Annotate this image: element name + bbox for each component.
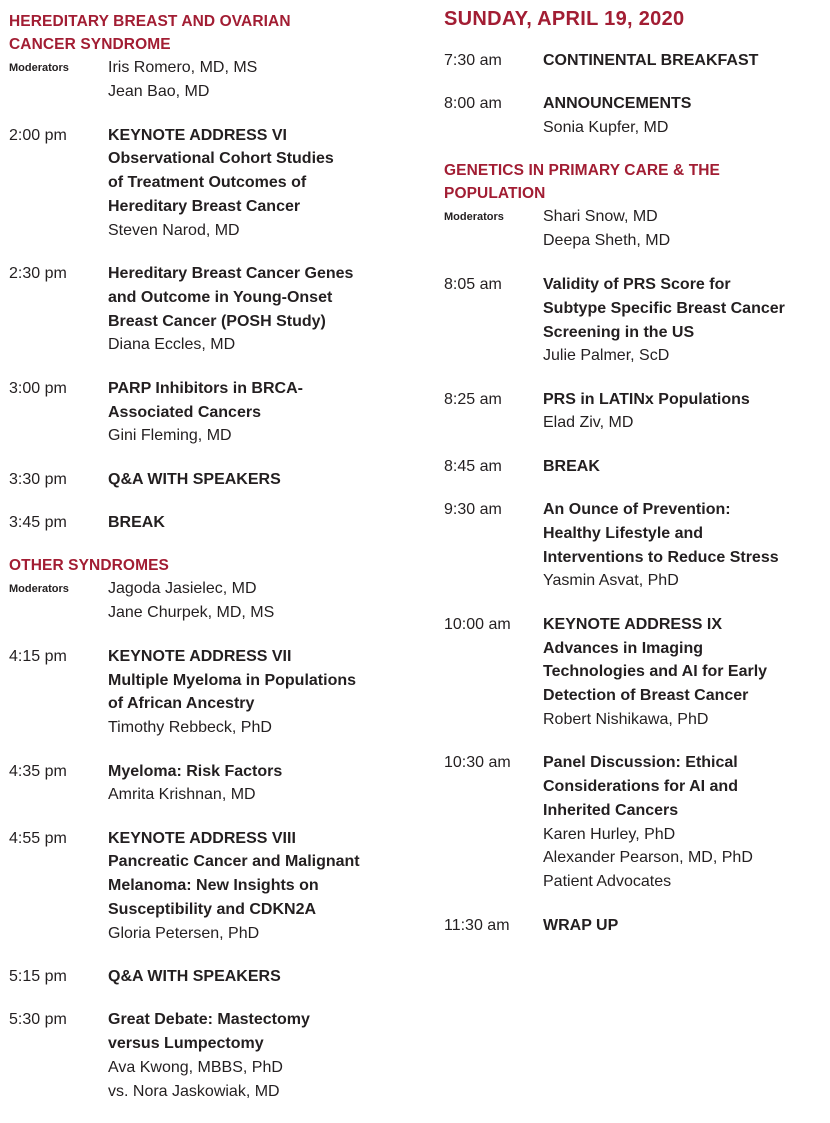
session-title-line: PRS in LATINx Populations [543,390,750,408]
session-body [108,262,419,357]
session-body [543,49,828,73]
moderators-list [108,56,257,104]
moderators-list [108,577,274,625]
session-title-line: Detection of Breast Cancer [543,687,749,705]
session-time: 4:55 pm [9,829,67,847]
section-heading-line: GENETICS IN PRIMARY CARE & THE [444,162,720,180]
session-time: 8:45 am [444,457,502,475]
session-title-line: Subtype Specific Breast Cancer [543,299,785,317]
session-body [108,827,419,946]
session-title-line: KEYNOTE ADDRESS VIII [108,829,296,847]
session-time: 3:00 pm [9,379,67,397]
session-time: 8:25 am [444,390,502,408]
speaker-name: Gini Fleming, MD [108,427,232,445]
speaker-name: Elad Ziv, MD [543,414,634,432]
moderators-row [444,205,828,253]
speaker-name: Julie Palmer, ScD [543,347,670,365]
session-time: 4:15 pm [9,647,67,665]
session-body [543,455,828,479]
session-body [543,914,828,938]
session-time: 8:05 am [444,275,502,293]
session-block [9,10,419,535]
session-title-line: Inherited Cancers [543,801,679,819]
agenda-item [9,124,419,243]
moderator-name: Deepa Sheth, MD [543,232,671,250]
section-heading [444,159,828,205]
speaker-name: Alexander Pearson, MD, PhD [543,849,753,867]
session-title-line: Q&A WITH SPEAKERS [108,968,281,986]
agenda-item [444,273,828,368]
day-heading: SUNDAY, APRIL 19, 2020 [444,8,685,30]
speaker-name: Robert Nishikawa, PhD [543,710,709,728]
speaker-name: Patient Advocates [543,873,672,891]
session-title-line: BREAK [108,513,165,531]
speaker-name: Sonia Kupfer, MD [543,119,669,137]
session-time: 3:45 pm [9,513,67,531]
session-title-line: and Outcome in Young-Onset [108,288,333,306]
session-body [108,1008,419,1103]
session-body [108,645,419,740]
session-title-line: versus Lumpectomy [108,1035,264,1053]
agenda-item [9,645,419,740]
session-title-line: Technologies and AI for Early [543,663,768,681]
session-title-line: Associated Cancers [108,403,261,421]
session-title-line: Susceptibility and CDKN2A [108,901,317,919]
session-body [543,92,828,140]
left-column [9,6,419,1123]
section-heading [9,10,419,56]
agenda-item [444,914,828,938]
agenda-item [444,49,828,73]
session-time: 4:35 pm [9,762,67,780]
session-time: 8:00 am [444,95,502,113]
session-title-line: Q&A WITH SPEAKERS [108,470,281,488]
moderators-label: Moderators [9,62,69,74]
section-heading [9,554,419,577]
agenda-item [444,455,828,479]
session-title-line: Advances in Imaging [543,639,704,657]
session-title-line: Screening in the US [543,323,695,341]
session-body [108,377,419,448]
session-time: 2:00 pm [9,126,67,144]
moderator-name: Shari Snow, MD [543,208,658,226]
session-body [108,760,419,808]
session-title-line: of Treatment Outcomes of [108,174,307,192]
session-body [543,388,828,436]
moderator-name: Iris Romero, MD, MS [108,59,258,76]
moderators-label: Moderators [9,583,69,596]
session-time: 9:30 am [444,501,502,519]
session-time: 3:30 pm [9,470,67,488]
session-title-line: Great Debate: Mastectomy [108,1011,310,1029]
session-title-line: CONTINENTAL BREAKFAST [543,52,759,69]
speaker-name: Karen Hurley, PhD [543,825,676,843]
session-title-line: Healthy Lifestyle and [543,524,704,542]
right-column [444,6,828,957]
session-block [9,554,419,1103]
session-title-line: Myeloma: Risk Factors [108,762,283,780]
session-body [108,511,419,535]
session-title-line: Hereditary Breast Cancer [108,197,301,215]
agenda-item [444,498,828,593]
session-title-line: PARP Inhibitors in BRCA- [108,379,303,397]
agenda-item [444,751,828,894]
speaker-name: vs. Nora Jaskowiak, MD [108,1082,280,1100]
agenda-item [444,388,828,436]
speaker-name: Diana Eccles, MD [108,336,236,354]
session-body [543,498,828,593]
session-title-line: Pancreatic Cancer and Malignant [108,853,360,871]
session-body [108,965,419,989]
agenda-item [9,468,419,492]
session-body [108,468,419,492]
session-title-line: Hereditary Breast Cancer Genes [108,265,354,283]
session-title-line: BREAK [543,457,600,475]
session-body [108,124,419,243]
session-time: 11:30 am [444,916,510,934]
agenda-item [9,377,419,448]
session-time: 5:15 pm [9,968,67,986]
moderator-name: Jean Bao, MD [108,82,210,100]
moderator-name: Jagoda Jasielec, MD [108,580,257,598]
session-title-line: Multiple Myeloma in Populations [108,671,357,689]
moderators-row [9,56,419,104]
session-title-line: Observational Cohort Studies [108,150,334,168]
session-time: 2:30 pm [9,265,67,283]
speaker-name: Gloria Petersen, PhD [108,924,260,942]
section-heading-line: CANCER SYNDROME [9,36,171,53]
session-time: 7:30 am [444,52,502,69]
speaker-name: Steven Narod, MD [108,221,240,239]
session-body [543,613,828,732]
session-time: 10:30 am [444,754,511,772]
speaker-name: Ava Kwong, MBBS, PhD [108,1059,283,1076]
session-block [444,159,828,937]
moderators-list [543,205,670,253]
session-title-line: An Ounce of Prevention: [543,501,731,519]
session-title-line: Validity of PRS Score for [543,275,731,293]
agenda-item [9,827,419,946]
agenda-item [9,511,419,535]
agenda-item [444,92,828,140]
session-title-line: ANNOUNCEMENTS [543,95,692,113]
moderator-name: Jane Churpek, MD, MS [108,604,275,622]
session-title-line: Considerations for AI and [543,778,738,796]
agenda-item [9,1008,419,1103]
session-body [543,751,828,894]
session-title-line: KEYNOTE ADDRESS VII [108,647,292,665]
session-title-line: Panel Discussion: Ethical [543,754,738,772]
session-title-line: Melanoma: New Insights on [108,877,319,895]
session-time: 5:30 pm [9,1011,67,1029]
session-title-line: WRAP UP [543,916,619,934]
session-title-line: KEYNOTE ADDRESS IX [543,615,722,633]
session-title-line: of African Ancestry [108,695,255,713]
speaker-name: Yasmin Asvat, PhD [543,572,679,590]
session-body [543,273,828,368]
moderators-label: Moderators [444,211,504,224]
session-title-line: KEYNOTE ADDRESS VI [108,126,287,144]
moderators-row [9,577,419,625]
speaker-name: Timothy Rebbeck, PhD [108,719,272,737]
agenda-item [9,760,419,808]
speaker-name: Amrita Krishnan, MD [108,786,256,804]
section-heading-line: OTHER SYNDROMES [9,557,169,575]
session-time: 10:00 am [444,615,511,633]
agenda-item [9,262,419,357]
agenda-item [9,965,419,989]
session-title-line: Breast Cancer (POSH Study) [108,312,326,330]
section-heading-line: HEREDITARY BREAST AND OVARIAN [9,13,291,30]
agenda-item [444,613,828,732]
session-title-line: Interventions to Reduce Stress [543,548,779,566]
section-heading-line: POPULATION [444,185,546,203]
